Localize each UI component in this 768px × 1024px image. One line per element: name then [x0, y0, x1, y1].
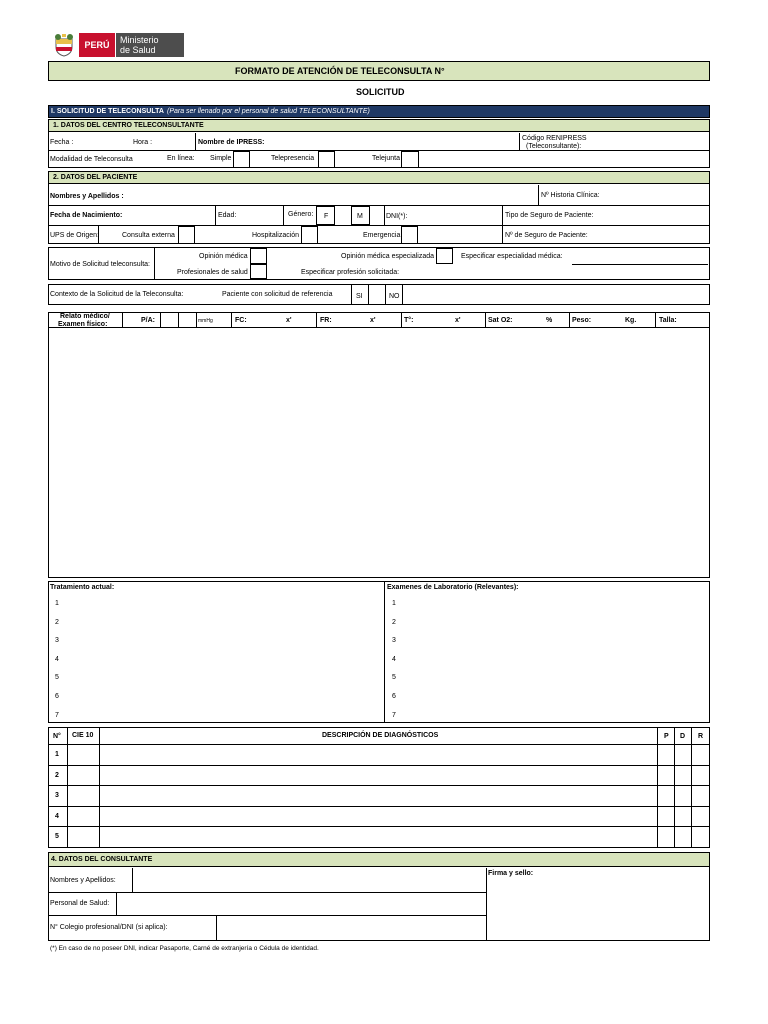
- form-title: FORMATO DE ATENCIÓN DE TELECONSULTA N°: [235, 66, 445, 76]
- section-1-header: [48, 105, 710, 118]
- firma-area[interactable]: [488, 880, 708, 940]
- opinion-medica-label: Opinión médica: [199, 253, 248, 260]
- telepresencia-label: Telepresencia: [271, 155, 315, 162]
- genero-label: Género:: [288, 211, 314, 218]
- form-title-bar: [48, 61, 710, 81]
- consultante-header: 4. DATOS DEL CONSULTANTE: [49, 853, 709, 867]
- diag-row-number: 3: [55, 792, 59, 800]
- simple-label: Simple: [210, 155, 232, 162]
- country-badge: PERÚ: [79, 33, 115, 57]
- tratamiento-item-line-input[interactable]: [65, 670, 365, 685]
- diag-col-r: R: [698, 733, 704, 740]
- telejunta-checkbox[interactable]: [401, 151, 419, 168]
- tratamiento-label: Tratamiento actual:: [50, 584, 115, 591]
- telepresencia-checkbox[interactable]: [318, 151, 335, 168]
- fc-label: FC:: [235, 317, 247, 324]
- en-linea-label: En línea:: [167, 155, 195, 162]
- examenes-label: Examenes de Laboratorio (Relevantes):: [387, 584, 519, 591]
- fr-unit: x': [370, 317, 376, 324]
- examenes-item-number: 2: [392, 618, 396, 626]
- tipo-seguro-label: Tipo de Seguro de Paciente:: [505, 212, 594, 219]
- temp-label: T°:: [404, 317, 414, 324]
- tratamiento-item-line-input[interactable]: [65, 633, 365, 648]
- referencia-si-label: SI: [356, 293, 363, 300]
- consultante-colegio-input[interactable]: [218, 917, 485, 939]
- relato-label-1: Relato médico/: [60, 313, 110, 320]
- emergencia-checkbox[interactable]: [401, 226, 418, 244]
- examenes-item-line-input[interactable]: [402, 615, 702, 630]
- referencia-label: Paciente con solicitud de referencia: [222, 291, 333, 298]
- firma-label: Firma y sello:: [488, 870, 534, 877]
- consulta-externa-checkbox[interactable]: [178, 226, 195, 244]
- consultante-personal-label: Personal de Salud:: [50, 900, 110, 907]
- examenes-item-line-input[interactable]: [402, 652, 702, 667]
- talla-label: Talla:: [659, 317, 677, 324]
- motivo-label: Motivo de Solicitud teleconsulta:: [50, 261, 150, 268]
- sat-label: Sat O2:: [488, 317, 513, 324]
- relato-label-2: Examen físico:: [58, 321, 108, 328]
- consultante-personal-input[interactable]: [118, 894, 485, 914]
- fc-unit: x': [286, 317, 292, 324]
- section-1-note: (Para ser llenado por el personal de salud TELECONSULTANTE): [167, 108, 370, 115]
- pa-label: P/A:: [141, 317, 155, 324]
- consulta-externa-label: Consulta externa: [122, 232, 175, 239]
- ups-label: UPS de Origen:: [50, 232, 100, 239]
- contexto-label: Contexto de la Solicitud de la Teleconsulta:: [50, 291, 184, 298]
- dni-label: DNI(*):: [386, 213, 408, 220]
- genero-f-label: F: [324, 213, 329, 220]
- peru-logo: [52, 33, 184, 57]
- form-subtitle: SOLICITUD: [356, 87, 405, 97]
- modalidad-label: Modalidad de Teleconsulta: [50, 156, 133, 163]
- hospitalizacion-label: Hospitalización: [252, 232, 300, 239]
- ipress-label: Nombre de IPRESS:: [198, 139, 265, 146]
- simple-checkbox[interactable]: [233, 151, 250, 168]
- tratamiento-item-number: 2: [55, 618, 59, 626]
- diag-row-input[interactable]: [100, 786, 656, 805]
- diag-row-number: 5: [55, 833, 59, 841]
- consultante-colegio-label: N° Colegio profesional/DNI (si aplica):: [50, 924, 168, 931]
- telejunta-label: Telejunta: [372, 155, 401, 162]
- tratamiento-item-number: 5: [55, 674, 59, 682]
- tratamiento-item-number: 1: [55, 600, 59, 607]
- diag-row-input[interactable]: [100, 827, 656, 846]
- relato-textarea[interactable]: [50, 329, 708, 576]
- examenes-item-number: 1: [392, 600, 396, 607]
- historia-label: Nº Historia Clínica:: [541, 192, 600, 199]
- renipress-label-2: (Teleconsultante):: [526, 143, 582, 150]
- tratamiento-item-number: 4: [55, 655, 59, 663]
- tratamiento-item-line-input[interactable]: [65, 615, 365, 630]
- examenes-item-number: 7: [392, 711, 396, 719]
- diag-row-number: 1: [55, 751, 59, 758]
- examenes-item-number: 3: [392, 637, 396, 645]
- consultante-nombres-label: Nombres y Apellidos:: [50, 877, 116, 884]
- genero-m-label: M: [357, 213, 363, 220]
- mmhg-label: mmHg: [198, 318, 213, 324]
- fecha-label: Fecha :: [50, 139, 74, 146]
- opinion-medica-checkbox[interactable]: [250, 248, 267, 264]
- examenes-item-line-input[interactable]: [402, 633, 702, 648]
- tratamiento-item-line-input[interactable]: [65, 596, 365, 611]
- diag-row-input[interactable]: [100, 745, 656, 764]
- tratamiento-item-number: 6: [55, 693, 59, 700]
- tratamiento-item-line-input[interactable]: [65, 708, 365, 723]
- referencia-no-label: NO: [389, 293, 400, 300]
- tratamiento-item-number: 3: [55, 637, 59, 645]
- paciente-header: 2. DATOS DEL PACIENTE: [49, 172, 709, 184]
- examenes-item-number: 4: [392, 655, 396, 663]
- tratamiento-item-line-input[interactable]: [65, 652, 365, 667]
- emergencia-label: Emergencia: [363, 232, 401, 239]
- examenes-item-number: 6: [392, 693, 396, 700]
- centro-header: 1. DATOS DEL CENTRO TELECONSULTANTE: [49, 120, 709, 132]
- footnote: (*) En caso de no poseer DNI, indicar Pasaporte, Carné de extranjería o Cédula de identidad.: [50, 945, 319, 952]
- peso-unit: Kg.: [625, 317, 637, 324]
- profesionales-label: Profesionales de salud: [177, 269, 248, 276]
- tratamiento-item-number: 7: [55, 711, 59, 719]
- opinion-especializada-label: Opinión médica especializada: [341, 253, 434, 260]
- diag-col-p: P: [664, 733, 669, 740]
- nombres-label: Nombres y Apellidos :: [50, 193, 124, 200]
- consultante-nombres-input[interactable]: [134, 869, 485, 891]
- peso-label: Peso:: [572, 317, 592, 324]
- examenes-item-line-input[interactable]: [402, 708, 702, 723]
- examenes-item-line-input[interactable]: [402, 689, 702, 704]
- examenes-item-line-input[interactable]: [402, 596, 702, 611]
- coat-of-arms-icon: [52, 33, 76, 57]
- diag-col-desc: DESCRIPCIÓN DE DIAGNÓSTICOS: [322, 732, 439, 739]
- section-1-title: I. SOLICITUD DE TELECONSULTA: [51, 108, 164, 115]
- opinion-especializada-checkbox[interactable]: [436, 248, 453, 264]
- diag-row-number: 2: [55, 771, 59, 779]
- nacimiento-label: Fecha de Nacimiento:: [50, 212, 123, 219]
- edad-label: Edad:: [218, 212, 237, 219]
- ministry-badge: Ministerio de Salud: [116, 33, 184, 57]
- diag-row-input[interactable]: [100, 766, 656, 785]
- diag-row-input[interactable]: [100, 807, 656, 826]
- temp-unit: x': [455, 317, 461, 324]
- diag-col-n: N°: [53, 733, 61, 740]
- especificar-profesion-label: Especificar profesión solicitada:: [301, 269, 400, 276]
- fr-label: FR:: [320, 317, 332, 324]
- hora-label: Hora :: [133, 139, 153, 146]
- diag-col-cie: CIE 10: [72, 732, 94, 739]
- diag-row-number: 4: [55, 812, 59, 820]
- sat-unit: %: [546, 317, 553, 324]
- hospitalizacion-checkbox[interactable]: [301, 226, 318, 244]
- profesionales-checkbox[interactable]: [250, 264, 267, 279]
- tratamiento-item-line-input[interactable]: [65, 689, 365, 704]
- examenes-item-number: 5: [392, 674, 396, 682]
- nro-seguro-label: Nº de Seguro de Paciente:: [505, 232, 588, 239]
- especialidad-underline: [572, 264, 708, 265]
- diag-col-d: D: [680, 733, 686, 740]
- renipress-label-1: Código RENIPRESS: [522, 135, 587, 142]
- examenes-item-line-input[interactable]: [402, 670, 702, 685]
- especificar-especialidad-label: Especificar especialidad médica:: [461, 253, 563, 260]
